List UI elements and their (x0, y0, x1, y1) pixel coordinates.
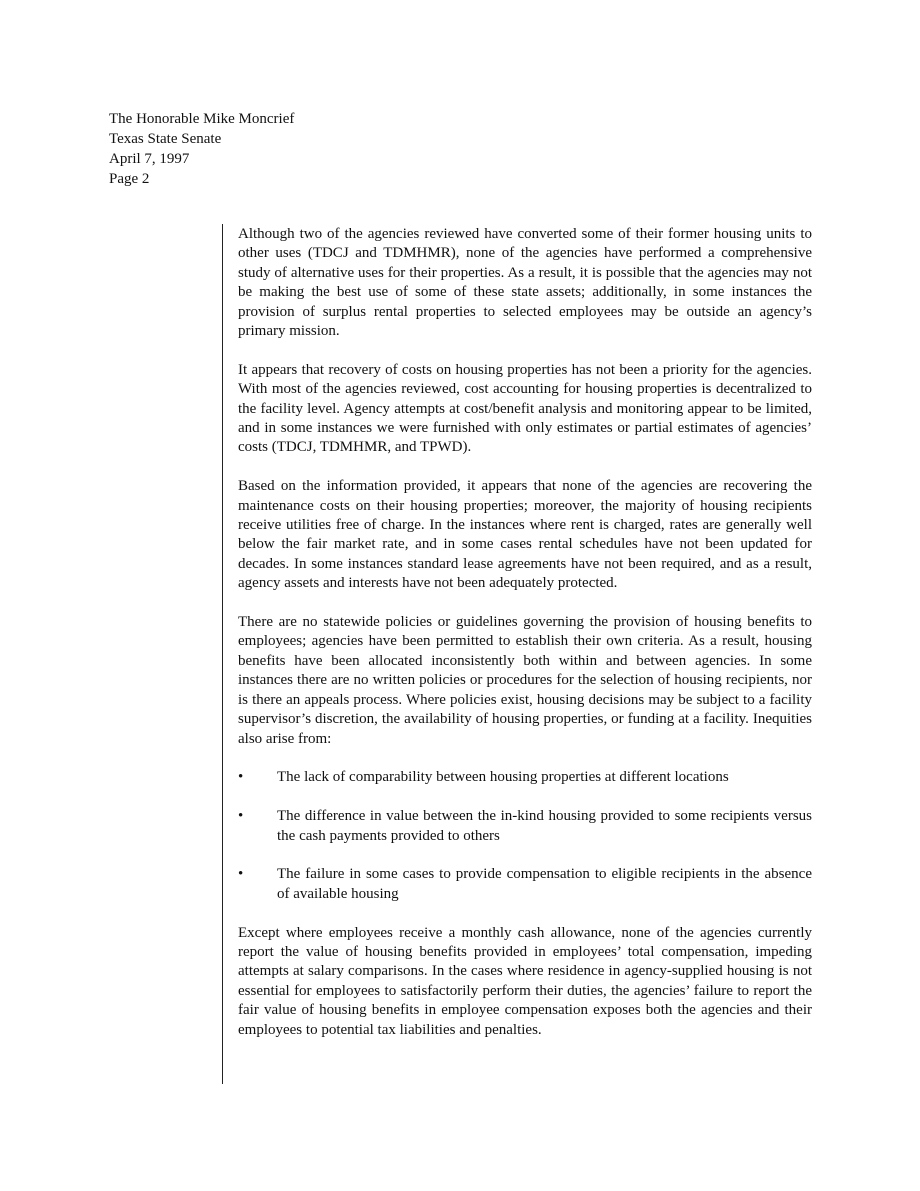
letter-header (109, 109, 294, 189)
list-item-text: The difference in value between the in-kind housing provided to some recipients versus the cash payments provided to others (277, 808, 812, 844)
list-item (238, 768, 812, 787)
inequities-list (238, 768, 812, 904)
paragraph-maintenance-costs: Based on the information provided, it appears that none of the agencies are recovering the maintenance costs on their housing properties; moreover, the majority of housing recipients receive utilities free of charge. In the instances where rent is charged, rates are generally well below the fair market rate, and in some cases rental schedules have not been updated for decades. In some instances standard lease agreements have not been required, and as a result, agency assets and interests have not been adequately protected. (238, 478, 812, 592)
margin-rule (222, 224, 223, 1084)
list-item-text: The failure in some cases to provide compensation to eligible recipients in the absence of available housing (277, 866, 812, 902)
list-item (238, 865, 812, 904)
recipient-organization: Texas State Senate (109, 131, 222, 147)
paragraph-alternative-uses: Although two of the agencies reviewed have converted some of their former housing units to other uses (TDCJ and TDMHMR), none of the agencies have performed a comprehensive study of alternative uses for their properties. As a result, it is possible that the agencies may not be making the best use of some of these state assets; additionally, in some instances the provision of surplus rental properties to selected employees may be outside an agency’s primary mission. (238, 226, 812, 340)
paragraph-compensation-reporting: Except where employees receive a monthly cash allowance, none of the agencies currently report the value of housing benefits provided in employees’ total compensation, impeding attempts at salary comparisons. In the cases where residence in agency-supplied housing is not essential for employees to satisfactorily perform their duties, the agencies’ failure to report the fair value of housing benefits in employee compensation exposes both the agencies and their employees to potential tax liabilities and penalties. (238, 924, 812, 1038)
letter-body (238, 225, 812, 1059)
paragraph-cost-recovery: It appears that recovery of costs on housing properties has not been a priority for the agencies. With most of the agencies reviewed, cost accounting for housing properties is decentralized to the facility level. Agency attempts at cost/benefit analysis and monitoring appear to be limited, and in some instances we were furnished with only estimates or partial estimates of agencies’ costs (TDCJ, TDMHMR, and TPWD). (238, 361, 812, 456)
letter-date: April 7, 1997 (109, 151, 190, 167)
page-number: Page 2 (109, 171, 150, 187)
recipient-name: The Honorable Mike Moncrief (109, 111, 295, 127)
bullet-icon: • (238, 866, 244, 883)
paragraph-statewide-policies: There are no statewide policies or guidelines governing the provision of housing benefits to employees; agencies have been permitted to establish their own criteria. As a result, housing benefits have been allocated inconsistently both within and between agencies. In some instances there are no written policies or procedures for the selection of housing recipients, nor is there an appeals process. Where policies exist, housing decisions may be subject to a facility supervisor’s discretion, the availability of housing properties, or funding at a facility. Inequities also arise from: (238, 614, 812, 747)
list-item-text: The lack of comparability between housing properties at different locations (277, 769, 729, 786)
bullet-icon: • (238, 769, 244, 786)
list-item (238, 807, 812, 846)
bullet-icon: • (238, 808, 244, 825)
